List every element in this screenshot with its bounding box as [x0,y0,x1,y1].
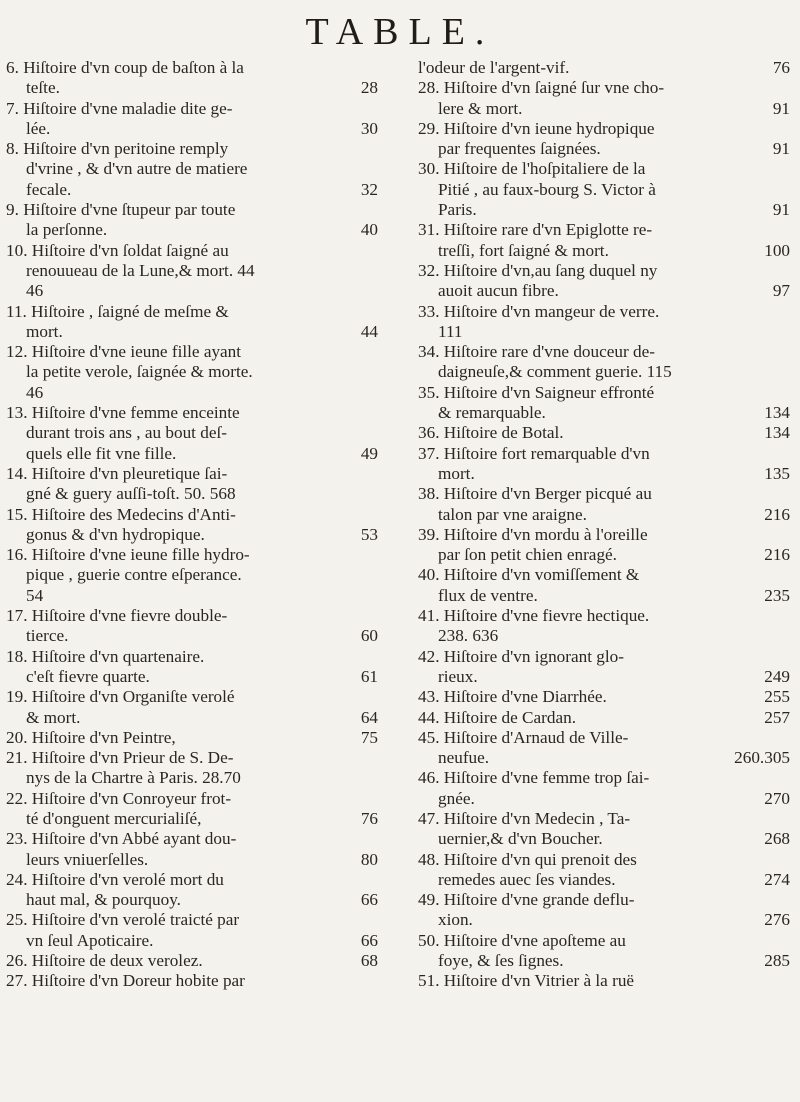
entry-line [418,931,796,951]
index-entry [418,342,796,383]
entry-text: 51. Hiſtoire d'vn Vitrier à la ruë [418,971,635,991]
index-entry [418,606,796,647]
index-entry [418,484,796,525]
entry-text: 38. Hiſtoire d'vn Berger picqué au [418,484,652,504]
entry-text: 31. Hiſtoire rare d'vn Epiglotte re- [418,220,653,240]
entry-text: 29. Hiſtoire d'vn ieune hydropique [418,118,655,138]
entry-line [6,200,384,220]
entry-line [418,200,796,220]
entry-line [418,890,796,910]
entry-line [418,58,796,78]
entry-line [418,99,796,119]
index-entry [418,565,796,606]
entry-line [418,910,796,930]
entry-line [418,809,796,829]
entry-text: 238. 636 [438,626,499,646]
entry-line [418,870,796,890]
page-number: 53 [360,524,378,544]
entry-line [418,708,796,728]
entry-line [418,728,796,748]
index-entry [418,302,796,343]
entry-line [6,910,384,930]
index-entry [6,748,384,789]
entry-line [418,281,796,301]
entry-text: 111 [438,321,463,341]
entry-text: foye, & ſes ſignes. [438,951,564,971]
entry-line [6,850,384,870]
entry-text: neufue. [438,748,490,768]
entry-text: 8. Hiſtoire d'vn peritoine remply [6,139,229,159]
entry-line [418,159,796,179]
entry-text: 36. Hiſtoire de Botal. [418,423,564,443]
page-number: 28 [360,78,378,98]
page-number: 274 [764,869,790,889]
page-number: 75 [360,727,378,747]
page-number: 64 [360,707,378,727]
entry-text: uernier,& d'vn Boucher. [438,829,603,849]
entry-text: 54 [26,585,44,605]
entry-text: lere & mort. [438,98,523,118]
index-entry [418,850,796,891]
entry-text: 48. Hiſtoire d'vn qui prenoit des [418,849,637,869]
entry-text: 26. Hiſtoire de deux verolez. [6,951,203,971]
entry-text: 28. Hiſtoire d'vn ſaigné ſur vne cho- [418,78,665,98]
entry-text: 43. Hiſtoire d'vne Diarrhée. [418,687,607,707]
entry-line [6,626,384,646]
entry-text: xion. [438,910,473,930]
entry-line [418,362,796,382]
entry-line [6,870,384,890]
page-number: 66 [360,930,378,950]
index-entry [6,789,384,830]
index-entry [418,687,796,707]
entry-text: durant trois ans , au bout deſ- [26,423,227,443]
entry-line [418,322,796,342]
entry-text: 14. Hiſtoire d'vn pleuretique ſai- [6,463,228,483]
entry-line [418,971,796,991]
entry-line [418,180,796,200]
entry-line [418,119,796,139]
entry-text: 46. Hiſtoire d'vne femme trop ſai- [418,768,650,788]
page-number: 97 [772,281,790,301]
index-entry [6,200,384,241]
entry-text: 47. Hiſtoire d'vn Medecin , Ta- [418,808,631,828]
entry-line [6,647,384,667]
entry-text: 19. Hiſtoire d'vn Organiſte verolé [6,687,235,707]
entry-line [6,220,384,240]
entry-line [6,261,384,281]
index-entry [418,383,796,424]
entry-text: 45. Hiſtoire d'Arnaud de Ville- [418,727,629,747]
index-entry [418,159,796,220]
left-column [6,58,384,992]
entry-line [6,748,384,768]
index-entry [418,931,796,972]
entry-text: mort. [438,463,475,483]
entry-line [6,99,384,119]
page-number: 249 [764,666,790,686]
entry-line [418,464,796,484]
page-number: 235 [764,585,790,605]
entry-line [6,545,384,565]
entry-text: par frequentes ſaignées. [438,139,601,159]
entry-line [418,139,796,159]
index-entry [6,870,384,911]
page-number: 68 [360,951,378,971]
entry-line [6,362,384,382]
entry-text: 18. Hiſtoire d'vn quartenaire. [6,646,205,666]
entry-text: 24. Hiſtoire d'vn verolé mort du [6,869,224,889]
entry-text: mort. [26,321,63,341]
entry-line [418,951,796,971]
entry-line [6,708,384,728]
entry-line [418,829,796,849]
page-number: 91 [772,200,790,220]
entry-text: 17. Hiſtoire d'vne fievre double- [6,606,228,626]
index-entry [6,606,384,647]
entry-text: 35. Hiſtoire d'vn Saigneur effronté [418,382,655,402]
entry-line [418,261,796,281]
entry-line [6,484,384,504]
index-entry [418,728,796,769]
page-number: 66 [360,890,378,910]
page-number: 268 [764,829,790,849]
page-number: 49 [360,443,378,463]
page-number: 260.305 [734,748,790,768]
entry-text: tierce. [26,626,69,646]
entry-line [6,342,384,362]
index-entry [418,58,796,78]
entry-text: par ſon petit chien enragé. [438,545,617,565]
index-entry [6,829,384,870]
index-entry [418,768,796,809]
page-number: 134 [764,423,790,443]
index-entry [418,78,796,119]
page-title: TABLE. [305,11,495,53]
entry-text: talon par vne araigne. [438,504,587,524]
entry-text: flux de ventre. [438,585,538,605]
entry-line [418,78,796,98]
entry-line [6,971,384,991]
entry-text: 11. Hiſtoire , ſaigné de meſme & [6,301,229,321]
entry-text: 33. Hiſtoire d'vn mangeur de verre. [418,301,660,321]
entry-text: leurs vniuerſelles. [26,849,149,869]
page-number: 76 [360,808,378,828]
entry-text: gné & guery auſſi-toſt. 50. 568 [26,484,236,504]
page-number: 44 [360,321,378,341]
entry-text: 39. Hiſtoire d'vn mordu à l'oreille [418,524,648,544]
entry-line [418,241,796,261]
entry-line [418,768,796,788]
page-number: 255 [764,687,790,707]
index-entry [6,342,384,403]
entry-text: lée. [26,118,51,138]
entry-text: 22. Hiſtoire d'vn Conroyeur frot- [6,788,232,808]
entry-text: 25. Hiſtoire d'vn verolé traicté par [6,910,240,930]
entry-line [6,180,384,200]
entry-text: haut mal, & pourquoy. [26,890,181,910]
index-entry [6,687,384,728]
entry-text: c'eſt fievre quarte. [26,666,150,686]
entry-text: d'vrine , & d'vn autre de matiere [26,159,248,179]
entry-text: 20. Hiſtoire d'vn Peintre, [6,727,176,747]
entry-text: 50. Hiſtoire d'vne apoſteme au [418,930,626,950]
entry-line [6,241,384,261]
index-entry [6,302,384,343]
page-number: 60 [360,626,378,646]
entry-text: 44. Hiſtoire de Cardan. [418,707,576,727]
page-number: 216 [764,504,790,524]
entry-text: Pitié , au faux-bourg S. Victor à [438,179,656,199]
entry-text: la petite verole, ſaignée & morte. [26,362,253,382]
page-number: 32 [360,179,378,199]
entry-text: Paris. [438,200,477,220]
entry-text: 15. Hiſtoire des Medecins d'Anti- [6,504,236,524]
entry-line [6,789,384,809]
index-entry [418,261,796,302]
entry-text: remedes auec ſes viandes. [438,869,616,889]
index-entry [6,403,384,464]
index-entry [418,890,796,931]
right-column [418,58,796,992]
entry-line [418,484,796,504]
page-number: 134 [764,403,790,423]
entry-line [418,586,796,606]
entry-text: 7. Hiſtoire d'vne maladie dite ge- [6,98,233,118]
entry-text: l'odeur de l'argent-vif. [418,58,570,77]
entry-line [6,809,384,829]
entry-line [6,931,384,951]
entry-line [418,220,796,240]
index-entry [6,99,384,140]
entry-line [6,951,384,971]
entry-line [418,565,796,585]
entry-text: 21. Hiſtoire d'vn Prieur de S. De- [6,748,234,768]
page-number: 40 [360,220,378,240]
entry-text: 30. Hiſtoire de l'hoſpitaliere de la [418,159,646,179]
entry-text: & mort. [26,707,81,727]
page-number: 61 [360,666,378,686]
entry-line [6,281,384,301]
entry-line [6,302,384,322]
entry-line [6,78,384,98]
entry-text: 13. Hiſtoire d'vne femme enceinte [6,403,240,423]
entry-text: 46 [26,382,44,402]
entry-line [6,322,384,342]
entry-line [6,383,384,403]
page-number: 100 [764,240,790,260]
entry-text: gnée. [438,788,475,808]
entry-line [418,850,796,870]
entry-line [6,58,384,78]
entry-line [418,626,796,646]
entry-line [418,667,796,687]
entry-text: 42. Hiſtoire d'vn ignorant glo- [418,646,624,666]
entry-text: vn ſeul Apoticaire. [26,930,154,950]
entry-line [418,545,796,565]
page-number: 270 [764,788,790,808]
entry-line [418,606,796,626]
index-entry [6,647,384,688]
entry-line [418,505,796,525]
entry-line [418,444,796,464]
page-number: 30 [360,118,378,138]
page-number: 216 [764,545,790,565]
entry-line [6,444,384,464]
entry-text: rieux. [438,666,478,686]
entry-text: 6. Hiſtoire d'vn coup de baſton à la [6,58,244,77]
entry-line [6,423,384,443]
entry-line [418,403,796,423]
entry-text: fecale. [26,179,72,199]
page-number: 276 [764,910,790,930]
index-entry [6,951,384,971]
entry-text: 9. Hiſtoire d'vne ſtupeur par toute [6,200,236,220]
index-entry [418,708,796,728]
index-entry [6,241,384,302]
entry-line [418,748,796,768]
index-entry [418,119,796,160]
entry-text: daigneuſe,& comment guerie. 115 [438,362,672,382]
entry-line [6,586,384,606]
index-entry [418,647,796,688]
page-number: 91 [772,98,790,118]
entry-line [6,119,384,139]
entry-text: pique , guerie contre eſperance. [26,565,242,585]
entry-text: 27. Hiſtoire d'vn Doreur hobite par [6,971,245,991]
entry-line [6,606,384,626]
entry-text: 23. Hiſtoire d'vn Abbé ayant dou- [6,829,237,849]
entry-text: & remarquable. [438,403,546,423]
entry-text: treſſi, fort ſaigné & mort. [438,240,609,260]
entry-text: 16. Hiſtoire d'vne ieune fille hydro- [6,545,250,565]
entry-line [6,829,384,849]
page-number: 257 [764,707,790,727]
entry-text: teſte. [26,78,60,98]
entry-text: 34. Hiſtoire rare d'vne douceur de- [418,342,655,362]
entry-text: renouueau de la Lune,& mort. 44 [26,260,255,280]
entry-text: 49. Hiſtoire d'vne grande deflu- [418,890,635,910]
index-entry [418,423,796,443]
entry-line [6,464,384,484]
index-entry [6,58,384,99]
entry-line [418,302,796,322]
entry-line [418,383,796,403]
index-entry [6,139,384,200]
entry-line [6,525,384,545]
entry-text: té d'onguent mercurialiſé, [26,808,202,828]
page-number: 91 [772,139,790,159]
entry-line [6,505,384,525]
entry-line [6,159,384,179]
entry-text: gonus & d'vn hydropique. [26,524,205,544]
entry-line [418,423,796,443]
entry-text: quels elle fit vne fille. [26,443,177,463]
index-entry [6,910,384,951]
entry-line [418,789,796,809]
entry-text: 10. Hiſtoire d'vn ſoldat ſaigné au [6,240,229,260]
index-entry [418,809,796,850]
entry-line [6,728,384,748]
page-number: 76 [772,58,790,77]
index-entry [418,971,796,991]
entry-line [6,667,384,687]
index-entry [6,505,384,546]
index-entry [418,444,796,485]
entry-line [6,565,384,585]
entry-text: 37. Hiſtoire fort remarquable d'vn [418,443,650,463]
entry-line [6,403,384,423]
entry-text: 40. Hiſtoire d'vn vomiſſement & [418,565,640,585]
entry-line [6,139,384,159]
entry-line [418,342,796,362]
index-entry [418,220,796,261]
entry-text: 41. Hiſtoire d'vne fievre hectique. [418,606,650,626]
entry-line [418,687,796,707]
entry-line [6,687,384,707]
entry-line [6,890,384,910]
index-entry [6,464,384,505]
page-number: 80 [360,849,378,869]
index-entry [6,971,384,991]
entry-text: auoit aucun fibre. [438,281,559,301]
page-number: 285 [764,951,790,971]
page-number: 135 [764,463,790,483]
entry-line [6,768,384,788]
index-entry [418,525,796,566]
entry-text: nys de la Chartre à Paris. 28.70 [26,768,241,788]
entry-text: la perſonne. [26,220,108,240]
entry-text: 46 [26,281,44,301]
entry-text: 32. Hiſtoire d'vn,au ſang duquel ny [418,260,658,280]
entry-line [418,647,796,667]
index-entry [6,728,384,748]
index-entry [6,545,384,606]
entry-line [418,525,796,545]
entry-text: 12. Hiſtoire d'vne ieune fille ayant [6,342,242,362]
